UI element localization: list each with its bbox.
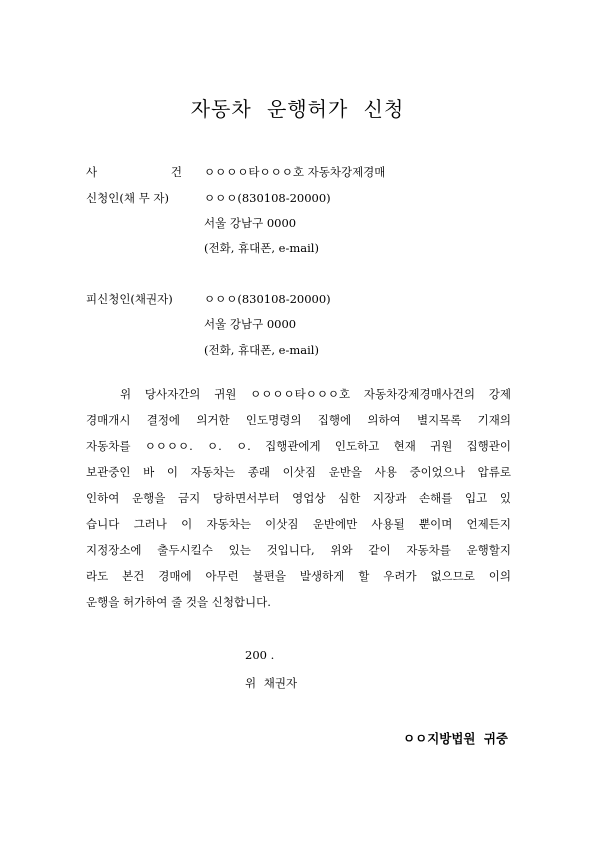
body-line: 경매개시 결정에 의거한 인도명령의 집행에 의하여 별지목록 기재의	[86, 413, 511, 427]
applicant-label: 신청인(채 무 자)	[86, 191, 169, 205]
body-line: 운행을 허가하여 줄 것을 신청합니다.	[86, 595, 271, 609]
body-line: 라도 본건 경매에 아무런 불편을 발생하게 할 우려가 없으므로 이의	[86, 569, 511, 583]
applicant-name: ㅇㅇㅇ(830108-20000)	[204, 191, 331, 205]
case-label	[86, 165, 182, 179]
applicant-contact: (전화, 휴대폰, e-mail)	[204, 241, 319, 255]
body-line: 보관중인 바 이 자동차는 종래 이삿짐 운반을 사용 중이었으나 압류로	[86, 465, 511, 479]
body-line: 위 당사자간의 귀원 ㅇㅇㅇㅇ타ㅇㅇㅇ호 자동차강제경매사건의 강제	[120, 387, 511, 401]
page-title: 자동차 운행허가 신청	[190, 97, 405, 121]
body-line: 자동차를 ㅇㅇㅇㅇ. ㅇ. ㅇ. 집행관에게 인도하고 현재 귀원 집행관이	[86, 439, 511, 453]
respondent-name: ㅇㅇㅇ(830108-20000)	[204, 292, 331, 306]
respondent-address: 서울 강남구 0000	[204, 317, 297, 331]
body-paragraph	[86, 381, 511, 615]
case-label-char-1: 사	[86, 165, 98, 179]
respondent-label: 피신청인(채권자)	[86, 292, 173, 306]
case-label-char-2: 건	[170, 165, 182, 179]
respondent-contact: (전화, 휴대폰, e-mail)	[204, 343, 319, 357]
court-addressee: ㅇㅇ지방법원 귀중	[403, 731, 508, 746]
body-line: 습니다 그러나 이 자동차는 이삿짐 운반에만 사용될 뿐이며 언제든지	[86, 517, 511, 531]
case-value: ㅇㅇㅇㅇ타ㅇㅇㅇ호 자동차강제경매	[204, 165, 386, 179]
body-line: 인하여 운행을 금지 당하면서부터 영업상 심한 지장과 손해를 입고 있	[86, 491, 511, 505]
body-line: 지정장소에 출두시킬수 있는 것입니다, 위와 같이 자동차를 운행할지	[86, 543, 511, 557]
signer-line: 위 채권자	[245, 676, 298, 690]
applicant-address: 서울 강남구 0000	[204, 216, 297, 230]
date-line: 200 .	[245, 648, 275, 662]
